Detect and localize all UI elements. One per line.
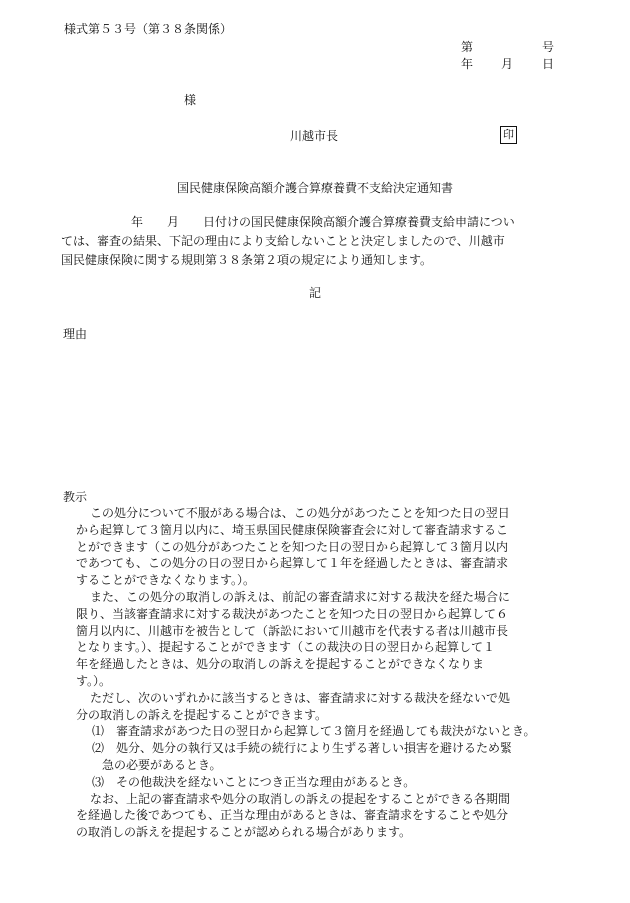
document-title: 国民健康保険高額介護合算療養費不支給決定通知書 (176, 181, 453, 195)
notice-line: す。）。 (76, 673, 112, 688)
notice-line: することができなくなります。）。 (76, 573, 256, 588)
notice-line: 年を経過したときは、処分の取消しの訴えを提起することができなくなりま (76, 657, 485, 672)
notice-list-item-continuation: 急の必要があるとき。 (102, 757, 222, 772)
notice-line: 箇月以内に、川越市を被告として（訴訟において川越市を代表する者は川越市長 (76, 623, 509, 638)
date-day-label: 日 (542, 57, 555, 71)
notice-label: 教示 (63, 490, 88, 504)
addressee-honorific: 様 (184, 93, 197, 107)
notice-line: から起算して３箇月以内に、埼玉県国民健康保険審査会に対して審査請求するこ (76, 522, 509, 537)
intro-paragraph (61, 215, 571, 272)
document-number-prefix: 第 (461, 40, 474, 54)
notice-line: であつても、この処分の日の翌日から起算して１年を経過したときは、審査請求 (76, 556, 509, 571)
notice-body (64, 506, 594, 842)
notice-line: この処分について不服がある場合は、この処分があつたことを知つた日の翌日 (90, 506, 510, 520)
notice-line: ただし、次のいずれかに該当するときは、審査請求に対する裁決を経ないで処 (90, 690, 511, 705)
form-number: 様式第５３号（第３８条関係） (64, 22, 233, 36)
sender-title: 川越市長 (290, 129, 339, 143)
notice-line: とができます（この処分があつたことを知つた日の翌日から起算して３箇月以内 (76, 539, 509, 554)
notice-line: 限り、当該審査請求に対する裁決があつたことを知つた日の翌日から起算して６ (76, 606, 509, 621)
document-number-suffix: 号 (542, 40, 555, 54)
notice-line: また、この処分の取消しの訴えは、前記の審査請求に対する裁決を経た場合に (90, 589, 511, 604)
notice-line: となります。）、提起することができます（この裁決の日の翌日から起算して１ (76, 640, 496, 655)
intro-line: 国民健康保険に関する規則第３８条第２項の規定により通知します。 (61, 253, 433, 267)
date-year-label: 年 (461, 57, 474, 71)
intro-line: ては、審査の結果、下記の理由により支給しないことと決定しましたので、川越市 (61, 234, 505, 248)
notice-line: を経過した後であつても、正当な理由があるときは、審査請求をすることや処分 (76, 808, 509, 823)
date-month-label: 月 (501, 57, 514, 71)
ki-heading: 記 (308, 286, 321, 300)
notice-list-item: ⑶ その他裁決を経ないことにつき正当な理由があるとき。 (92, 774, 416, 789)
notice-line: 分の取消しの訴えを提起することができます。 (76, 707, 328, 722)
seal-mark: 印 (500, 126, 517, 144)
notice-list-item: ⑴ 審査請求があつた日の翌日から起算して３箇月を経過しても裁決がないとき。 (92, 724, 536, 739)
notice-line: なお、上記の審査請求や処分の取消しの訴えの提起をすることができる各期間 (90, 791, 511, 806)
notice-line: の取消しの訴えを提起することが認められる場合があります。 (76, 825, 412, 840)
notice-list-item: ⑵ 処分、処分の執行又は手続の続行により生ずる著しい損害を避けるため緊 (92, 741, 513, 756)
reason-label: 理由 (63, 327, 88, 341)
intro-line: 年 月 日付けの国民健康保険高額介護合算療養費支給申請につい (131, 215, 515, 229)
